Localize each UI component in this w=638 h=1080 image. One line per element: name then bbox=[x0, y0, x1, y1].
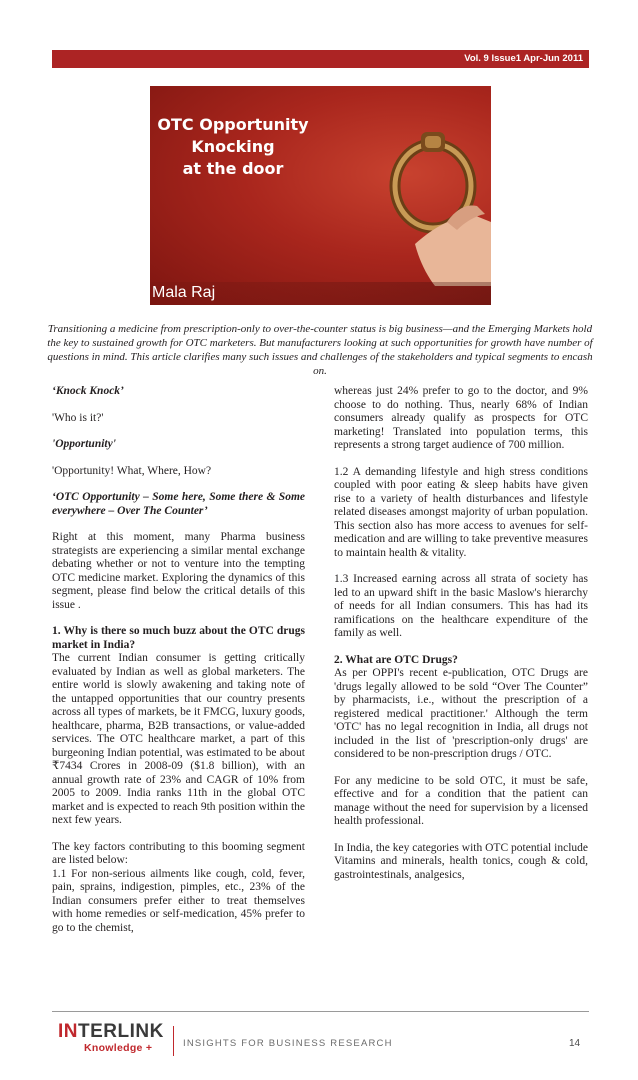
body-paragraph: The current Indian consumer is getting critically evaluated by Indian as well as global marketers. The entire world is slowly awakening and taking note of the untapped opportunities that our country presents across all types of markets, be it FMCG, luxury goods, healthcare, pharma, B2B transactions, or value-added services. The OTC healthcare market, a part of this burgeoning Indian potential, was estimated to be about ₹7434 Crores in 2008-09 ($1.8 billion), with an annual growth rate of 23% and CAGR of 10% from 2005 to 2009. India ranks 11th in the global OTC market and is expected to reach 9th position within the next few years. bbox=[52, 652, 305, 826]
hero-title-line: OTC Opportunity bbox=[157, 115, 309, 134]
body-paragraph: In India, the key categories with OTC potential include Vitamins and minerals, health tonics, cough & cold, gastrointestinals, analgesics, bbox=[334, 841, 588, 881]
section-heading: 1. Why is there so much buzz about the OTC drugs market in India? bbox=[52, 625, 305, 651]
body-paragraph: 1.1 For non-serious ailments like cough, cold, fever, pain, sprains, indigestion, pimples, etc., 23% of the Indian consumers prefer either to treat themselves with home remedies or self-medication, 45% prefer to go to the chemist, bbox=[52, 867, 305, 934]
dialog-line: ‘OTC Opportunity – Some here, Some there & Some everywhere – Over The Counter’ bbox=[52, 491, 305, 517]
body-paragraph: whereas just 24% prefer to go to the doctor, and 9% choose to do nothing. Thus, nearly 68% of Indian consumers already qualify as prospects for OTC marketing! Translated into population terms, this represents a strong target audience of 700 million. bbox=[334, 385, 588, 451]
section-heading: 2. What are OTC Drugs? bbox=[334, 653, 458, 666]
logo-wordmark: INTERLINK bbox=[58, 1021, 164, 1042]
body-paragraph: For any medicine to be sold OTC, it must be safe, effective and for a condition that the patient can manage without the need for supervision by a licensed health professional. bbox=[334, 774, 588, 827]
body-paragraph: As per OPPI's recent e-publication, OTC Drugs are 'drugs legally allowed to be sold “Over The Counter” by pharmacists, i.e., without the prescription of a registered medical practitioner.' Although the term 'OTC' has no legal recognition in India, all drugs not included in the list of 'prescription-only drugs' are considered to be non-prescription drugs / OTC. bbox=[334, 667, 588, 760]
hero-image bbox=[150, 86, 491, 305]
dialog-line: 'Opportunity! What, Where, How? bbox=[52, 464, 212, 477]
footer-divider bbox=[52, 1011, 589, 1012]
dialog-line: 'Opportunity' bbox=[52, 438, 116, 450]
body-paragraph: 1.3 Increased earning across all strata of society has led to an upward shift in the basic Maslow's hierarchy of needs for all Indian consumers. This has had its ramifications on the healthcare expenditure of the family as well. bbox=[334, 573, 588, 639]
door-knocker-icon bbox=[375, 126, 491, 286]
body-paragraph: The key factors contributing to this booming segment are listed below: bbox=[52, 840, 305, 866]
logo-divider bbox=[173, 1026, 174, 1056]
right-column bbox=[334, 385, 588, 895]
hero-title-line: at the door bbox=[182, 159, 284, 178]
footer-tagline: INSIGHTS FOR BUSINESS RESEARCH bbox=[183, 1038, 393, 1049]
body-paragraph: 1.2 A demanding lifestyle and high stress conditions coupled with poor eating & sleep habits have given rise to a variety of health disturbances and lifestyle related diseases amongst majority of urban population. This section also has more access to avenues for self-medication and are willing to take preventive measures to maintain health & vitality. bbox=[334, 465, 588, 559]
header-band bbox=[52, 50, 589, 68]
dialog-line: ‘Knock Knock’ bbox=[52, 385, 124, 397]
page-number: 14 bbox=[569, 1038, 581, 1049]
dialog-line: 'Who is it?' bbox=[52, 411, 104, 424]
hero-title bbox=[150, 114, 316, 180]
interlink-logo bbox=[58, 1021, 173, 1057]
author-band bbox=[150, 282, 491, 305]
logo-subtitle: Knowledge + bbox=[84, 1042, 153, 1054]
opening-paragraph: Right at this moment, many Pharma business strategists are experiencing a similar mental exchange debating whether or not to venture into the tempting OTC medicine market. Exploring the dynamics of this segment, please find below the critical details of this issue . bbox=[52, 531, 305, 611]
intro-paragraph: Transitioning a medicine from prescription-only to over-the-counter status is big business—and the Emerging Markets hold the key to sustained growth for OTC marketers. But manufacturers looking at such opportunities for growth have number of questions in mind. This article clarifies many such issues and challenges of the stakeholders and typical segments to encash on. bbox=[47, 323, 593, 377]
left-column bbox=[52, 385, 305, 948]
author-name: Mala Raj bbox=[152, 284, 216, 301]
issue-label: Vol. 9 Issue1 Apr-Jun 2011 bbox=[464, 53, 583, 64]
hero-title-line: Knocking bbox=[191, 137, 275, 156]
